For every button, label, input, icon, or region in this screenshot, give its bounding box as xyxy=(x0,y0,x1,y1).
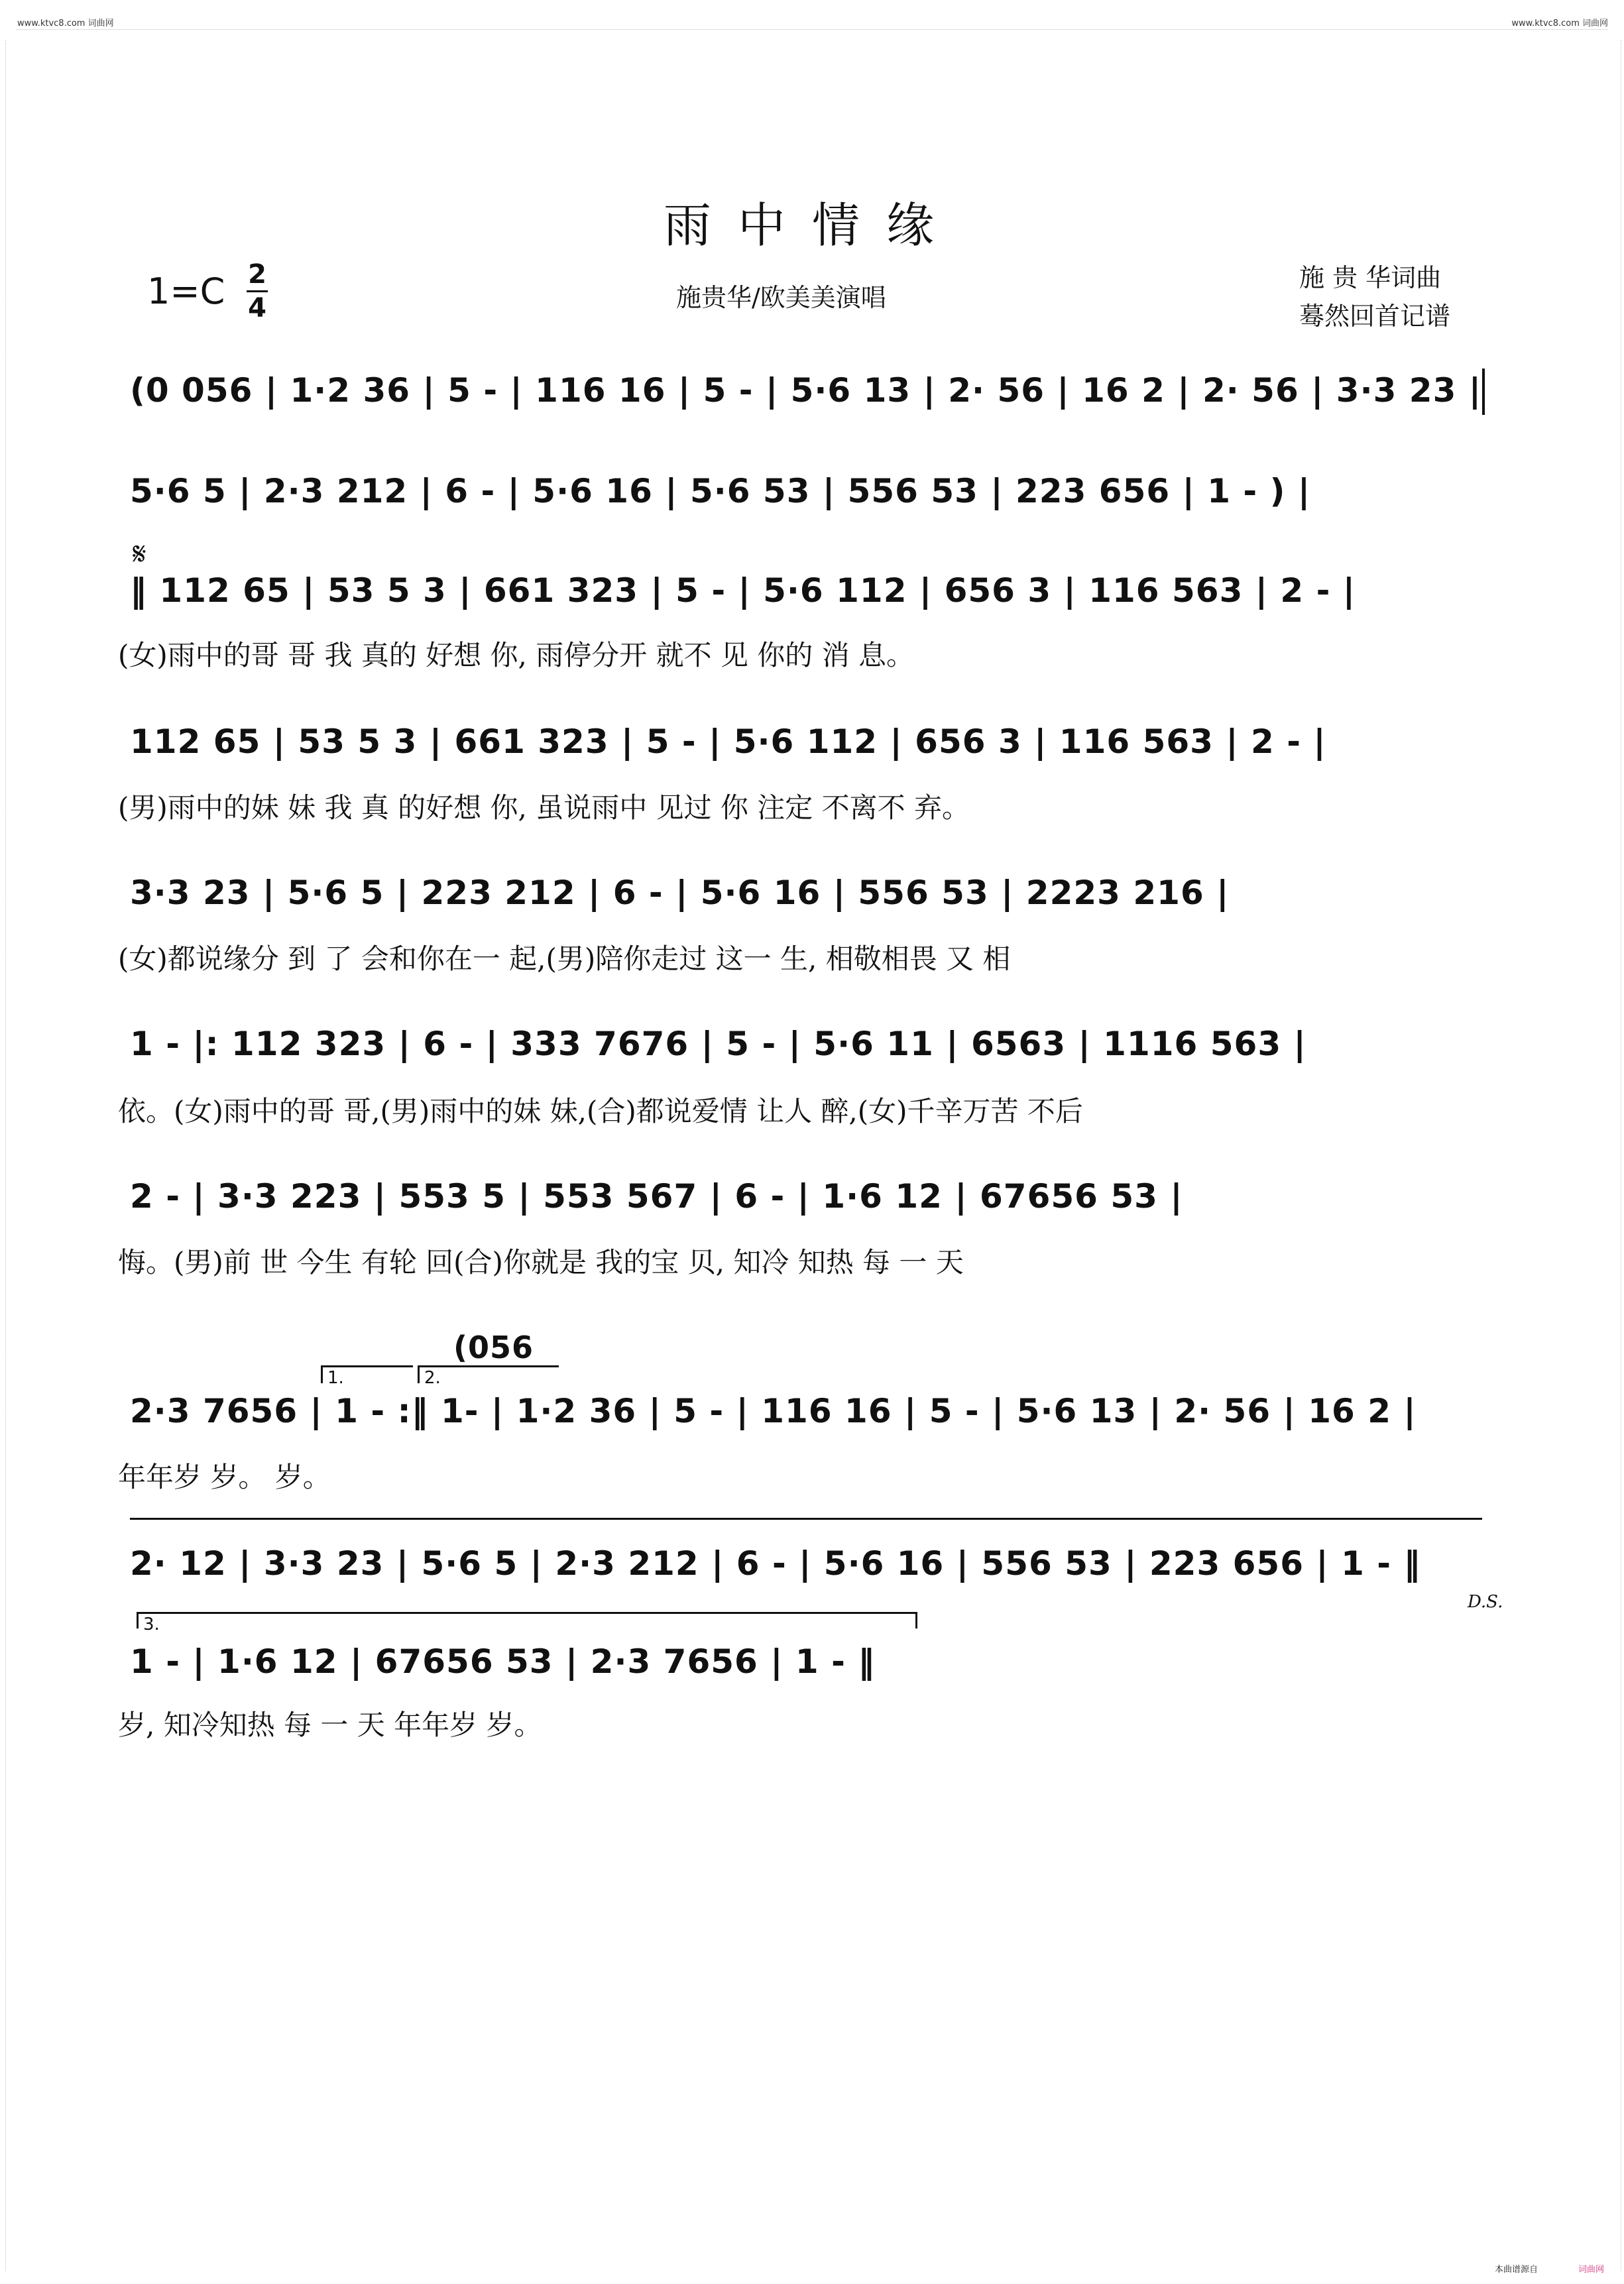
lyrics-row-8: 年年岁 岁。 岁。 xyxy=(118,1461,331,1493)
site-watermark-left: www.ktvc8.com 词曲网 xyxy=(17,19,114,29)
transcriber-credit: 蓦然回首记谱 xyxy=(1299,302,1451,331)
site-watermark-right: www.ktvc8.com 词曲网 xyxy=(1511,19,1608,29)
lyrics-row-3: (女)雨中的哥 哥 我 真的 好想 你, 雨停分开 就不 见 你的 消 息。 xyxy=(118,639,914,671)
ds-marking: D.S. xyxy=(1468,1592,1503,1612)
time-bottom: 4 xyxy=(248,293,266,323)
volta-1-label: 1. xyxy=(327,1368,344,1388)
notation-row-8: 2·3 7656 | 1 - :‖ 1- | 1·2 36 | 5 - | 116 16 | 5 - | 5·6 13 | 2· 56 | 16 2 | xyxy=(130,1392,1417,1430)
barline xyxy=(1482,369,1485,415)
notation-row-10: 1 - | 1·6 12 | 67656 53 | 2·3 7656 | 1 - ‖ xyxy=(130,1642,876,1681)
time-top: 2 xyxy=(248,259,266,290)
time-signature xyxy=(244,260,270,323)
footer-source-text: 本曲谱源自 xyxy=(1494,2265,1538,2275)
volta-bracket-3 xyxy=(137,1612,917,1628)
notation-row-9: 2· 12 | 3·3 23 | 5·6 5 | 2·3 212 | 6 - | 5·6 16 | 556 53 | 223 656 | 1 - ‖ xyxy=(130,1544,1421,1583)
volta-2-label: 2. xyxy=(424,1368,441,1388)
intro-pickup: (056 xyxy=(453,1330,534,1365)
volta-3-label: 3. xyxy=(143,1615,160,1634)
notation-row-2: 5·6 5 | 2·3 212 | 6 - | 5·6 16 | 5·6 53 | 556 53 | 223 656 | 1 - ) | xyxy=(130,472,1311,510)
notation-row-4: 112 65 | 53 5 3 | 661 323 | 5 - | 5·6 112 | 656 3 | 116 563 | 2 - | xyxy=(130,722,1326,761)
lyrics-row-4: (男)雨中的妹 妹 我 真 的好想 你, 虽说雨中 见过 你 注定 不离不 弃。 xyxy=(118,791,970,824)
key-signature: 1=C xyxy=(147,270,225,312)
lyrics-row-7: 悔。(男)前 世 今生 有轮 回(合)你就是 我的宝 贝, 知冷 知热 每 一 天 xyxy=(118,1246,964,1279)
left-page-edge xyxy=(5,40,15,2271)
notation-row-7: 2 - | 3·3 223 | 553 5 | 553 567 | 6 - | 1·6 12 | 67656 53 | xyxy=(130,1177,1183,1216)
header-rule xyxy=(16,29,1608,30)
segno-sign: 𝄋 xyxy=(133,536,146,573)
footer-site-logo: 词曲网 xyxy=(1578,2265,1604,2275)
notation-row-6: 1 - |: 112 323 | 6 - | 333 7676 | 5 - | 5·6 11 | 6563 | 1116 563 | xyxy=(130,1025,1306,1063)
notation-row-5: 3·3 23 | 5·6 5 | 223 212 | 6 - | 5·6 16 | 556 53 | 2223 216 | xyxy=(130,874,1230,912)
notation-row-1: (0 056 | 1·2 36 | 5 - | 116 16 | 5 - | 5·6 13 | 2· 56 | 16 2 | 2· 56 | 3·3 23 | xyxy=(130,371,1482,410)
performers: 施贵华/欧美美演唱 xyxy=(676,283,886,312)
lyrics-row-10: 岁, 知冷知热 每 一 天 年年岁 岁。 xyxy=(118,1709,542,1741)
composer-credit: 施 贵 华词曲 xyxy=(1299,263,1442,292)
right-page-edge xyxy=(1611,40,1621,2271)
continuation-bracket xyxy=(130,1518,1482,1520)
notation-row-3: ‖ 112 65 | 53 5 3 | 661 323 | 5 - | 5·6 112 | 656 3 | 116 563 | 2 - | xyxy=(130,571,1356,610)
song-title: 雨中情缘 xyxy=(663,198,960,253)
lyrics-row-6: 依。(女)雨中的哥 哥,(男)雨中的妹 妹,(合)都说爱情 让人 醉,(女)千辛万苦 不后 xyxy=(118,1095,1083,1127)
lyrics-row-5: (女)都说缘分 到 了 会和你在一 起,(男)陪你走过 这一 生, 相敬相畏 又 相 xyxy=(118,942,1011,975)
time-bar xyxy=(247,290,268,292)
